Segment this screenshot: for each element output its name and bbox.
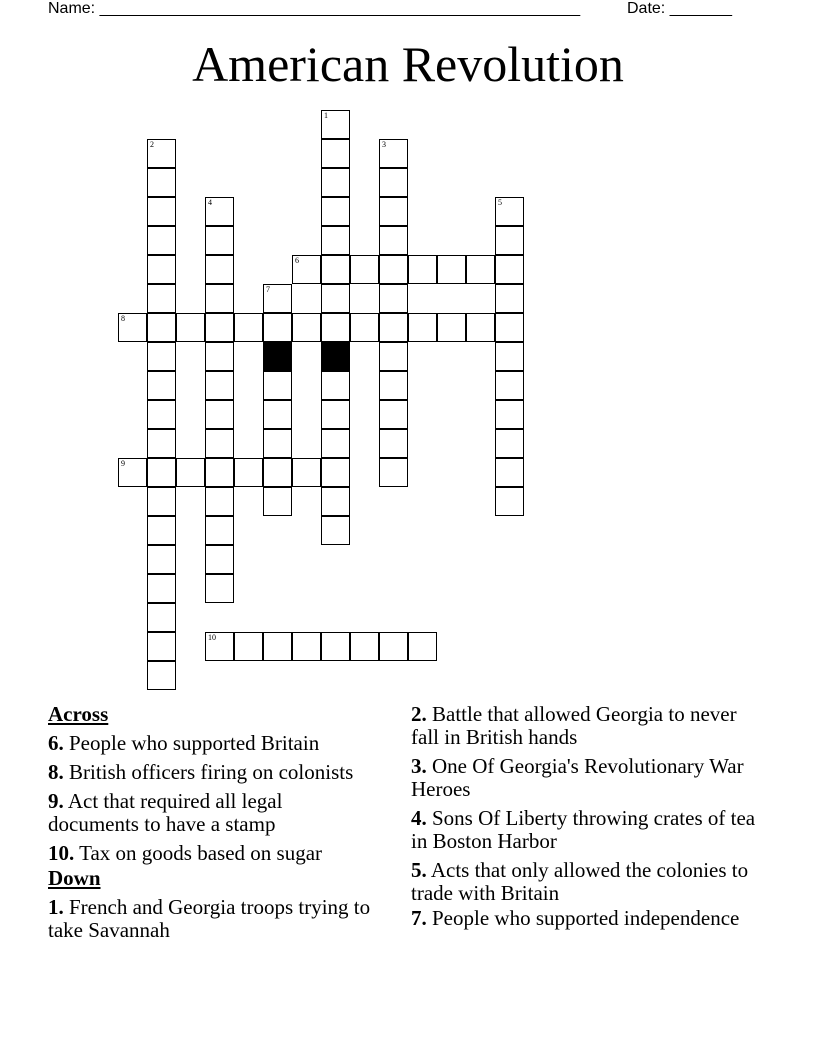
clue-number: 1. (48, 895, 64, 919)
across-clue (48, 842, 378, 865)
cell-number: 6 (295, 256, 299, 265)
grid-cell[interactable] (292, 313, 321, 342)
grid-cell[interactable] (408, 313, 437, 342)
grid-cell[interactable] (263, 400, 292, 429)
grid-cell[interactable] (379, 226, 408, 255)
grid-cell[interactable] (321, 110, 350, 139)
grid-block (321, 342, 350, 371)
down-clue (411, 859, 761, 905)
grid-cell[interactable] (147, 516, 176, 545)
grid-cell[interactable] (147, 226, 176, 255)
grid-cell[interactable] (321, 400, 350, 429)
cell-number: 2 (150, 140, 154, 149)
clue-number: 5. (411, 858, 427, 882)
grid-cell[interactable] (234, 458, 263, 487)
grid-cell[interactable] (205, 574, 234, 603)
page-title: American Revolution (192, 36, 624, 92)
grid-cell[interactable] (147, 197, 176, 226)
grid-cell[interactable] (147, 574, 176, 603)
clue-text: French and Georgia troops trying to take Savannah (48, 895, 371, 942)
grid-cell[interactable] (379, 429, 408, 458)
grid-cell[interactable] (321, 313, 350, 342)
grid-cell[interactable] (408, 632, 437, 661)
grid-cell[interactable] (321, 139, 350, 168)
grid-cell[interactable] (379, 255, 408, 284)
clue-number: 10. (48, 841, 75, 865)
grid-cell[interactable] (321, 168, 350, 197)
cell-number: 9 (121, 459, 125, 468)
grid-cell[interactable] (321, 197, 350, 226)
grid-cell[interactable] (321, 458, 350, 487)
grid-cell[interactable] (495, 429, 524, 458)
grid-cell[interactable] (292, 255, 321, 284)
grid-block (263, 342, 292, 371)
grid-cell[interactable] (205, 429, 234, 458)
grid-cell[interactable] (495, 313, 524, 342)
grid-cell[interactable] (495, 284, 524, 313)
grid-cell[interactable] (495, 255, 524, 284)
grid-cell[interactable] (147, 342, 176, 371)
clue-number: 9. (48, 789, 64, 813)
grid-cell[interactable] (147, 400, 176, 429)
grid-cell[interactable] (263, 458, 292, 487)
grid-cell[interactable] (466, 255, 495, 284)
grid-cell[interactable] (205, 255, 234, 284)
grid-cell[interactable] (118, 313, 147, 342)
grid-cell[interactable] (147, 168, 176, 197)
cell-number: 8 (121, 314, 125, 323)
grid-cell[interactable] (147, 632, 176, 661)
grid-cell[interactable] (321, 371, 350, 400)
grid-cell[interactable] (263, 313, 292, 342)
grid-cell[interactable] (495, 371, 524, 400)
grid-cell[interactable] (147, 458, 176, 487)
grid-cell[interactable] (350, 255, 379, 284)
grid-cell[interactable] (205, 284, 234, 313)
clues-left-column (48, 703, 378, 948)
cell-number: 1 (324, 111, 328, 120)
down-clue (411, 907, 761, 930)
grid-cell[interactable] (379, 632, 408, 661)
grid-cell[interactable] (176, 313, 205, 342)
clue-text: Tax on goods based on sugar (79, 841, 323, 865)
clue-text: Battle that allowed Georgia to never fall in British hands (411, 702, 737, 749)
grid-cell[interactable] (437, 313, 466, 342)
grid-cell[interactable] (292, 632, 321, 661)
grid-cell[interactable] (147, 255, 176, 284)
grid-cell[interactable] (379, 197, 408, 226)
grid-cell[interactable] (379, 400, 408, 429)
grid-cell[interactable] (205, 458, 234, 487)
grid-cell[interactable] (379, 168, 408, 197)
clue-number: 7. (411, 906, 427, 930)
down-clue (48, 896, 378, 942)
clue-text: British officers firing on colonists (69, 760, 354, 784)
clue-number: 6. (48, 731, 64, 755)
grid-cell[interactable] (205, 197, 234, 226)
grid-cell[interactable] (263, 284, 292, 313)
grid-cell[interactable] (147, 429, 176, 458)
cell-number: 4 (208, 198, 212, 207)
date-line: Date: _______ (627, 0, 732, 17)
grid-cell[interactable] (321, 516, 350, 545)
grid-cell[interactable] (205, 226, 234, 255)
grid-cell[interactable] (263, 371, 292, 400)
grid-cell[interactable] (321, 632, 350, 661)
grid-cell[interactable] (379, 458, 408, 487)
cell-number: 10 (208, 633, 216, 642)
grid-cell[interactable] (437, 255, 466, 284)
grid-cell[interactable] (292, 458, 321, 487)
clue-number: 3. (411, 754, 427, 778)
grid-cell[interactable] (263, 429, 292, 458)
down-clue (411, 703, 761, 749)
grid-cell[interactable] (408, 255, 437, 284)
name-line: Name: ______________________________________________________ (48, 0, 581, 17)
grid-cell[interactable] (321, 226, 350, 255)
clue-text: Act that required all legal documents to have a stamp (48, 789, 283, 836)
grid-cell[interactable] (118, 458, 147, 487)
grid-cell[interactable] (147, 603, 176, 632)
grid-cell[interactable] (205, 371, 234, 400)
cell-number: 3 (382, 140, 386, 149)
down-heading: Down (48, 866, 101, 890)
clue-number: 8. (48, 760, 64, 784)
clue-number: 2. (411, 702, 427, 726)
clue-text: People who supported Britain (69, 731, 320, 755)
across-heading: Across (48, 702, 109, 726)
across-clue (48, 732, 378, 755)
grid-cell[interactable] (321, 255, 350, 284)
grid-cell[interactable] (466, 313, 495, 342)
grid-cell[interactable] (147, 139, 176, 168)
grid-cell[interactable] (495, 400, 524, 429)
grid-cell[interactable] (379, 313, 408, 342)
grid-cell[interactable] (234, 313, 263, 342)
grid-cell[interactable] (350, 313, 379, 342)
grid-cell[interactable] (147, 545, 176, 574)
grid-cell[interactable] (205, 516, 234, 545)
across-clue (48, 761, 378, 784)
clue-number: 4. (411, 806, 427, 830)
grid-cell[interactable] (495, 458, 524, 487)
grid-cell[interactable] (147, 371, 176, 400)
clue-text: Acts that only allowed the colonies to trade with Britain (411, 858, 749, 905)
grid-cell[interactable] (205, 313, 234, 342)
grid-cell[interactable] (205, 487, 234, 516)
clues-right-column (411, 703, 761, 936)
grid-cell[interactable] (379, 342, 408, 371)
grid-cell[interactable] (379, 139, 408, 168)
down-clue (411, 755, 761, 801)
grid-cell[interactable] (205, 632, 234, 661)
grid-cell[interactable] (379, 284, 408, 313)
grid-cell[interactable] (321, 429, 350, 458)
grid-cell[interactable] (495, 342, 524, 371)
grid-cell[interactable] (350, 632, 379, 661)
grid-cell[interactable] (495, 487, 524, 516)
grid-cell[interactable] (147, 313, 176, 342)
grid-cell[interactable] (234, 632, 263, 661)
grid-cell[interactable] (379, 371, 408, 400)
grid-cell[interactable] (147, 661, 176, 690)
clue-text: People who supported independence (432, 906, 740, 930)
grid-cell[interactable] (321, 487, 350, 516)
grid-cell[interactable] (263, 487, 292, 516)
grid-cell[interactable] (263, 632, 292, 661)
grid-cell[interactable] (147, 284, 176, 313)
down-clue (411, 807, 761, 853)
clue-text: One Of Georgia's Revolutionary War Heroes (411, 754, 744, 801)
grid-cell[interactable] (176, 458, 205, 487)
across-clue (48, 790, 378, 836)
grid-cell[interactable] (321, 284, 350, 313)
grid-cell[interactable] (205, 400, 234, 429)
grid-cell[interactable] (205, 342, 234, 371)
grid-cell[interactable] (495, 197, 524, 226)
grid-cell[interactable] (205, 545, 234, 574)
grid-cell[interactable] (147, 487, 176, 516)
cell-number: 5 (498, 198, 502, 207)
clue-text: Sons Of Liberty throwing crates of tea in Boston Harbor (411, 806, 756, 853)
cell-number: 7 (266, 285, 270, 294)
grid-cell[interactable] (495, 226, 524, 255)
